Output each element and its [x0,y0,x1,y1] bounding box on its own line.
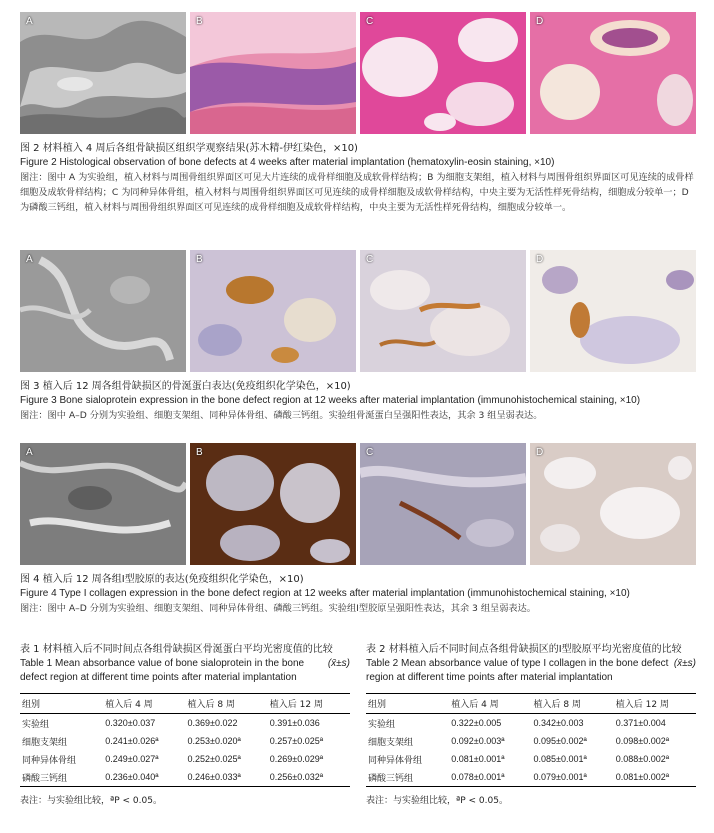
table-header-row [20,694,350,714]
table-cell: 0.257±0.025ª [269,736,324,746]
table-cell: 0.369±0.022 [187,718,238,728]
panel-label: B [196,254,203,265]
panel-label: A [26,16,33,27]
table-header-row [366,694,696,714]
panel-label: A [26,254,33,265]
table-cell: 0.320±0.037 [105,718,156,728]
column-header: 植入后 12 周 [269,700,323,710]
table-cell: 0.095±0.002ª [533,736,587,746]
micrograph-panel [20,250,186,372]
column-header: 植入后 4 周 [451,700,499,710]
micrograph-panel [190,443,356,565]
panel-label: D [536,447,544,458]
micrograph-panel [530,12,696,134]
table-cell: 实验组 [22,718,50,729]
panel-label: B [196,447,203,458]
table-title-en [366,657,696,685]
table-row [366,732,696,750]
table-cell: 0.241±0.026ª [105,736,159,746]
column-header: 组别 [368,700,387,710]
table-cell: 0.078±0.001ª [451,772,505,782]
table-cell: 0.088±0.002ª [615,754,670,764]
table-cell: 0.253±0.020ª [187,736,241,746]
micrograph-panel [530,443,696,565]
panel-label: C [366,16,374,27]
micrograph-panel [190,12,356,134]
table-2 [366,643,696,806]
micrograph-panel [530,250,696,372]
figure-3-panels [20,250,696,372]
table-cell: 0.092±0.003ª [451,736,505,746]
sd-label: (x̄±s) [673,658,696,669]
sd-label: (x̄±s) [327,658,350,669]
table-cell: 同种异体骨组 [22,754,77,765]
table-title-cn: 表 1 材料植入后不同时间点各组骨缺损区骨涎蛋白平均光密度值的比较 [20,644,333,655]
caption-en: Figure 4 Type I collagen expression in the bone defect region at 12 weeks after material implantation (immunohistochemical staining, ×10) [20,588,630,599]
table-cell: 0.246±0.033ª [187,772,241,782]
caption-cn: 图 3 植入后 12 周各组骨缺损区的骨涎蛋白表达(免疫组织化学染色，×10) [20,381,351,392]
table-cell: 0.371±0.004 [615,718,666,728]
table-cell: 0.342±0.003 [533,718,584,728]
data-table [20,693,350,787]
figure-4-caption [20,573,696,616]
figure-3-caption [20,380,696,423]
micrograph-panel [190,250,356,372]
micrograph-panel [360,443,526,565]
table-cell: 0.098±0.002ª [615,736,670,746]
table-cell: 0.249±0.027ª [105,754,159,764]
column-header: 植入后 4 周 [105,700,153,710]
table-cell: 0.085±0.001ª [533,754,587,764]
table-title-en [20,657,350,685]
caption-cn: 图 4 植入后 12 周各组Ⅰ型胶原的表达(免疫组织化学染色，×10) [20,574,304,585]
column-header: 组别 [22,700,41,710]
micrograph-panel [20,443,186,565]
figure-2-caption [20,142,696,215]
panel-label: D [536,16,544,27]
figure-2-panels [20,12,696,134]
panel-label: B [196,16,203,27]
table-cell: 0.391±0.036 [269,718,320,728]
table-row [366,714,696,733]
table-row [20,732,350,750]
caption-en: Figure 3 Bone sialoprotein expression in the bone defect region at 12 weeks after material implantation (immunohistochemical staining, ×10) [20,395,641,406]
table-cell: 细胞支架组 [22,736,68,747]
table-cell: 0.252±0.025ª [187,754,241,764]
data-table [366,693,696,787]
figure-4-panels [20,443,696,565]
table-title-en-text: Table 2 Mean absorbance value of type I collagen in the bone defect region at different time points after material implantation [366,658,669,683]
table-row [20,768,350,787]
table-footnote: 表注：与实验组比较，ªP < 0.05。 [20,796,162,806]
table-cell: 细胞支架组 [368,736,414,747]
table-title-cn: 表 2 材料植入后不同时间点各组骨缺损区的Ⅰ型胶原平均光密度值的比较 [366,644,682,655]
table-cell: 0.236±0.040ª [105,772,159,782]
micrograph-panel [360,250,526,372]
table-cell: 0.079±0.001ª [533,772,587,782]
table-cell: 同种异体骨组 [368,754,423,765]
column-header: 植入后 12 周 [615,700,669,710]
table-footnote: 表注：与实验组比较，ªP < 0.05。 [366,796,508,806]
micrograph-panel [360,12,526,134]
column-header: 植入后 8 周 [187,700,235,710]
panel-label: D [536,254,544,265]
micrograph-panel [20,12,186,134]
table-row [366,768,696,787]
table-row [20,714,350,733]
table-row [366,750,696,768]
table-cell: 0.081±0.002ª [615,772,670,782]
panel-label: C [366,447,374,458]
table-cell: 实验组 [368,718,396,729]
table-cell: 0.322±0.005 [451,718,502,728]
column-header: 植入后 8 周 [533,700,581,710]
caption-en: Figure 2 Histological observation of bone defects at 4 weeks after material implantation (hematoxylin-eosin staining, ×10) [20,157,555,168]
figure-note: 图注：图中 A–D 分别为实验组、细胞支架组、同种异体骨组、磷酸三钙组。实验组Ⅰ型胶原呈强阳性表达，其余 3 组呈弱表达。 [20,603,536,614]
figure-note: 图注：图中 A 为实验组，植入材料与周围骨组织界面区可见大片连续的成骨样细胞及成软骨样结构；B 为细胞支架组，植入材料与周围骨组织界面区可见连续的成骨样细胞及成软骨样结构；C 为同种异体骨组，植入材料与周围骨组织界面区可见连续的成骨样细胞及成软骨样结构，中央主要为无活性样死骨结构，细胞成分较单一；D 为磷酸三钙组，植入材料与周围骨组织界面区可见连续的成骨样细胞及成软骨样结构，中央主要为无活性样死骨结构，细胞成分较单一。 [20,172,694,213]
table-cell: 0.081±0.001ª [451,754,505,764]
table-cell: 0.269±0.029ª [269,754,324,764]
table-row [20,750,350,768]
table-1 [20,643,350,806]
table-title-en-text: Table 1 Mean absorbance value of bone sialoprotein in the bone defect region at different time points after material implantation [20,658,305,683]
table-cell: 磷酸三钙组 [368,772,414,783]
panel-label: A [26,447,33,458]
table-cell: 0.256±0.032ª [269,772,324,782]
table-cell: 磷酸三钙组 [22,772,68,783]
caption-cn: 图 2 材料植入 4 周后各组骨缺损区组织学观察结果(苏木精-伊红染色，×10) [20,143,358,154]
figure-note: 图注：图中 A–D 分别为实验组、细胞支架组、同种异体骨组、磷酸三钙组。实验组骨涎蛋白呈强阳性表达，其余 3 组呈弱表达。 [20,410,543,421]
panel-label: C [366,254,374,265]
